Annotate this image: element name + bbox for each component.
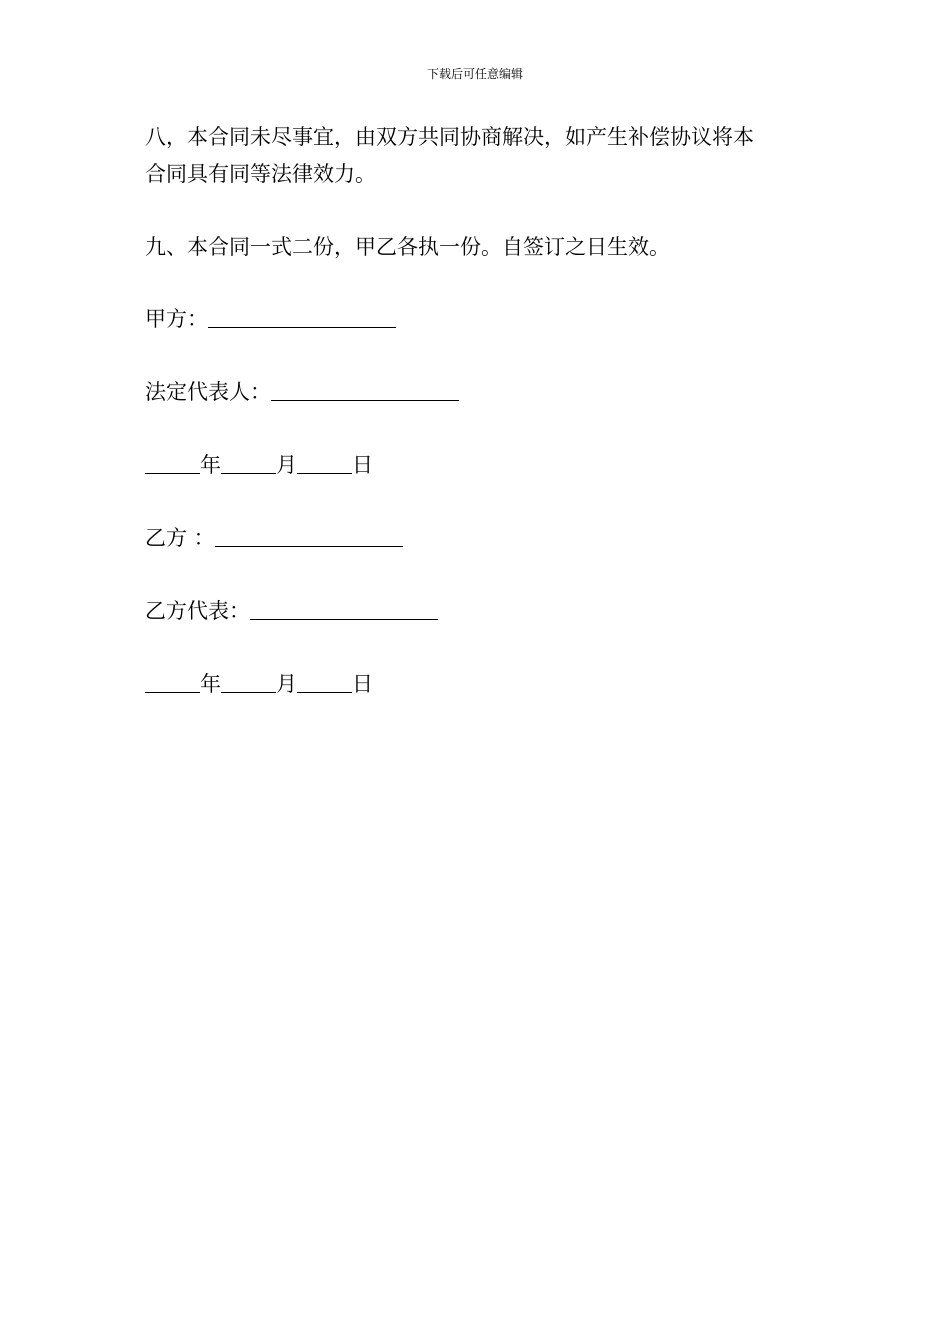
party-a-rep-signature-blank <box>271 380 459 401</box>
year-blank <box>145 672 200 693</box>
party-a-row <box>145 305 396 333</box>
party-a-signature-blank <box>208 307 396 328</box>
month-blank <box>221 453 276 474</box>
party-b-rep-label: 乙方代表： <box>145 599 250 623</box>
party-b-row <box>145 524 403 552</box>
year-label: 年 <box>200 672 221 696</box>
year-blank <box>145 453 200 474</box>
party-a-label: 甲方： <box>145 307 208 331</box>
day-label: 日 <box>352 672 373 696</box>
party-a-date-row <box>145 451 373 479</box>
party-b-rep-row <box>145 597 438 625</box>
clause-8-line-1: 八，本合同未尽事宜，由双方共同协商解决，如产生补偿协议将本 <box>145 125 754 149</box>
month-blank <box>221 672 276 693</box>
party-a-rep-label: 法定代表人： <box>145 380 271 404</box>
party-a-rep-row <box>145 378 459 406</box>
month-label: 月 <box>276 453 297 477</box>
day-blank <box>297 453 352 474</box>
party-b-date-row <box>145 670 373 698</box>
page-header: 下载后可任意编辑 <box>426 67 523 81</box>
year-label: 年 <box>200 453 221 477</box>
month-label: 月 <box>276 672 297 696</box>
clause-8-line-2: 合同具有同等法律效力。 <box>145 162 376 186</box>
day-blank <box>297 672 352 693</box>
party-b-label: 乙方 ： <box>145 526 215 550</box>
clause-9: 九、本合同一式二份，甲乙各执一份。自签订之日生效。 <box>145 235 670 259</box>
party-b-signature-blank <box>215 526 403 547</box>
party-b-rep-signature-blank <box>250 599 438 620</box>
day-label: 日 <box>352 453 373 477</box>
